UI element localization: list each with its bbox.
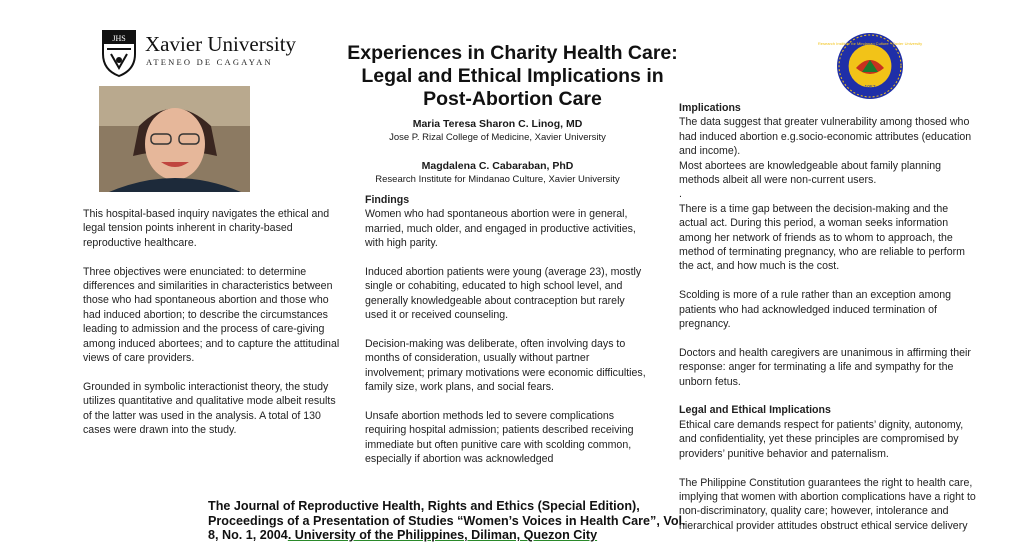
title-line-3: Post-Abortion Care [423,88,602,110]
university-subtitle: ATENEO DE CAGAYAN [146,57,273,67]
seal-icon [817,32,923,100]
author-photo [99,86,250,192]
findings-paragraph-4: Unsafe abortion methods led to severe complications requiring hospital admission; patients described receiving immediate but often punitive care with scolding common, especially if abortion was acknowledged [365,410,634,466]
university-shield-icon [99,28,139,78]
author-1-name: Maria Teresa Sharon C. Linog, MD [412,118,583,130]
implications-paragraph-1: There is a time gap between the decision-making and the actual act. During this period, a woman seeks information among her network of friends as to whom to approach, the method of terminating pregnancy, who are reliable to perform the act, and how much is the cost. [679,202,965,273]
legal-paragraph-1: Ethical care demands respect for patients’ dignity, autonomy, and confidentiality, yet these principles are compromised by providers’ punitive behavior and paternalism. [679,418,964,460]
legal-paragraph-2: The Philippine Constitution guarantees the right to health care, implying that women with abortion complications have a right to non-discriminatory, quality care; however, intolerance and hierarchical provider attitudes obstruct ethical service delivery [679,476,976,532]
shield-text: JHS [112,34,126,43]
implications-paragraph-3: Doctors and health caregivers are unanimous in affirming their response: anger for terminating a life and sympathy for the unborn fetus. [679,346,971,388]
methodology-paragraph: Grounded in symbolic interactionist theory, the study utilizes quantitative and qualitative mode albeit results of the latter was used in the analysis. A total of 130 cases were drawn into the study. [83,380,336,437]
seal-year: 1957 [864,85,876,91]
author-1-affiliation: Jose P. Rizal College of Medicine, Xavier University [389,132,606,143]
research-institute-seal [817,32,923,100]
implications-line-2: Most abortees are knowledgeable about family planning methods albeit all were non-current users. [679,159,942,187]
findings-section [365,193,649,481]
findings-paragraph-3: Decision-making was deliberate, often involving days to months of consideration, usually without partner involvement; primary motivations were economic difficulties, family size, work plans, and social fears. [365,338,646,394]
implications-heading: Implications [679,102,741,114]
journal-citation-main: The Journal of Reproductive Health, Rights and Ethics (Special Edition), Proceedings of a Presentation of Studies “Women’s Voices in Health Care”, Vol. 8, No. 1, 2004 [208,499,686,543]
implications-section [679,101,979,548]
journal-citation-location: . University of the Philippines, Diliman, Quezon City [287,528,598,543]
objectives-paragraph: Three objectives were enunciated: to determine differences and similarities in characteristics between those who had spontaneous abortion and those who had induced abortion; to describe the circumstances leading to admission and the process of care-giving among induced abortees; and to capture the attitudinal views of care providers. [83,265,340,365]
findings-paragraph-2: Induced abortion patients were young (average 23), mostly single or cohabiting, educated to high school level, and generally knowledgeable about contraception but rarely used it or received counseling. [365,266,642,322]
university-name: Xavier University [145,32,297,56]
journal-citation [208,499,698,543]
author-2-name: Magdalena C. Cabaraban, PhD [421,160,574,172]
implications-dot: . [679,188,682,201]
intro-paragraph: This hospital-based inquiry navigates the ethical and legal tension points inherent in charity-based reproductive healthcare. [83,208,330,249]
left-column [83,207,341,452]
implications-paragraph-2: Scolding is more of a rule rather than an exception among patients who had acknowledged induced termination of pregnancy. [679,289,952,331]
author-2-affiliation: Research Institute for Mindanao Culture, Xavier University [375,174,620,185]
legal-heading: Legal and Ethical Implications [679,404,831,417]
poster-title [330,42,695,111]
portrait-image [99,86,250,192]
implications-line-1: The data suggest that greater vulnerability among thosed who had induced abortion e.g.socio-economic attributes (education and income). [679,116,972,158]
seal-ring-text: Research Institute for Mindanao Culture · Xavier University [817,41,923,46]
title-line-1: Experiences in Charity Health Care: [347,42,678,64]
title-line-2: Legal and Ethical Implications in [361,65,664,87]
xavier-university-logo [99,28,299,80]
findings-paragraph-1: Women who had spontaneous abortion were in general, married, much older, and engaged in productive activities, with high parity. [365,208,636,250]
findings-heading: Findings [365,194,410,206]
